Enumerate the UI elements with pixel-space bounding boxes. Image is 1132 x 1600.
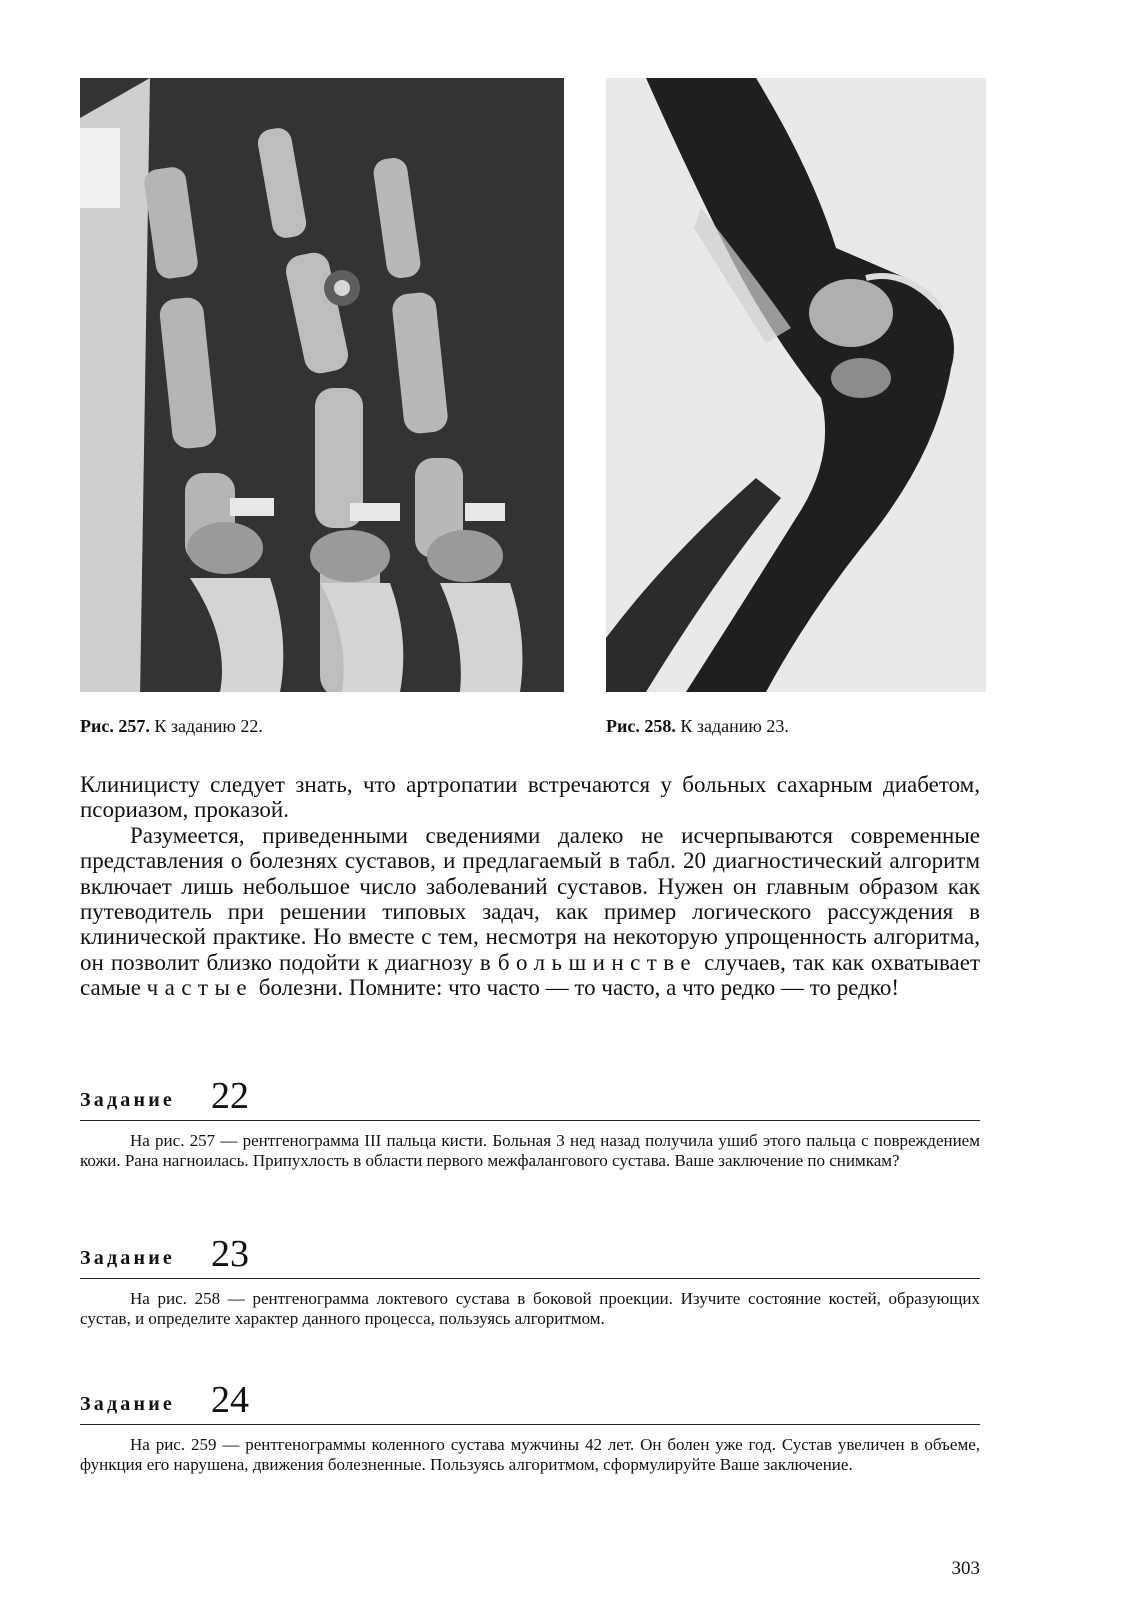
task-24-section [80,1378,980,1475]
page-number: 303 [951,1558,980,1579]
task-23-heading-number: 23 [211,1233,249,1275]
emphasis-majority: большинстве [497,949,698,975]
figure-258-caption-text: К заданию 23. [680,716,789,736]
figure-257-caption-text: К заданию 22. [154,716,263,736]
figure-258-caption [606,716,789,737]
task-22-section [80,1074,980,1171]
task-22-text: На рис. 257 — рентгенограмма III пальца кисти. Больная 3 нед назад получила ушиб этого пальца с повреждением кожи. Рана нагноилась. Припухлость в области первого межфалангового сустава. Ваше заключение по снимкам? [80,1131,980,1170]
task-22-heading-word: Задание [80,1089,175,1111]
task-24-text: На рис. 259 — рентгенограммы коленного сустава мужчины 42 лет. Он болен уже год. Сустав увеличен в объеме, функция его нарушена, движения болезненные. Пользуясь алгоритмом, сформулируйте Ваше заключение. [80,1435,980,1474]
task-22-heading-number: 22 [211,1075,249,1117]
hand-xray-illustration [80,78,564,692]
figure-257-xray-image [80,78,564,692]
task-23-section [80,1232,980,1329]
task-24-heading-word: Задание [80,1393,175,1415]
task-23-text: На рис. 258 — рентгенограмма локтевого сустава в боковой проекции. Изучите состояние костей, образующих сустав, и определите характер данного процесса, пользуясь алгоритмом. [80,1289,980,1328]
paragraph-algorithm-end: болезни. Помните: что часто — то часто, а что редко — то редко! [258,975,900,1001]
figure-257-label: Рис. 257. [80,716,150,736]
task-22-heading [80,1074,980,1121]
paragraph-algorithm-mid: случаев, так как охватывает самые [80,949,981,1001]
figure-258-label: Рис. 258. [606,716,676,736]
elbow-xray-illustration [606,78,986,692]
task-24-heading [80,1378,980,1425]
task-24-heading-number: 24 [211,1379,249,1421]
main-body-text [80,772,980,1001]
task-23-heading-word: Задание [80,1247,175,1269]
paragraph-algorithm [80,823,980,1001]
figure-257-caption [80,716,263,737]
paragraph-algorithm-start: Разумеется, приведенными сведениями далеко не исчерпываются современные представления о болезнях суставов, и предлагаемый в табл. 20 диагностический алгоритм включает лишь небольшое число заболеваний суставов. Нужен он главным образом как путеводитель при решении типовых задач, как пример логического рассуждения в клинической практике. Но вместе с тем, несмотря на некоторую упрощенность алгоритма, он позволит близко подойти к диагнозу в [80,822,980,975]
task-23-heading [80,1232,980,1279]
paragraph-arthropathy: Клиницисту следует знать, что артропатии встречаются у больных сахарным диабетом, псориазом, проказой. [80,772,980,823]
figure-258-xray-image [606,78,986,692]
emphasis-frequent: частые [146,975,254,1001]
